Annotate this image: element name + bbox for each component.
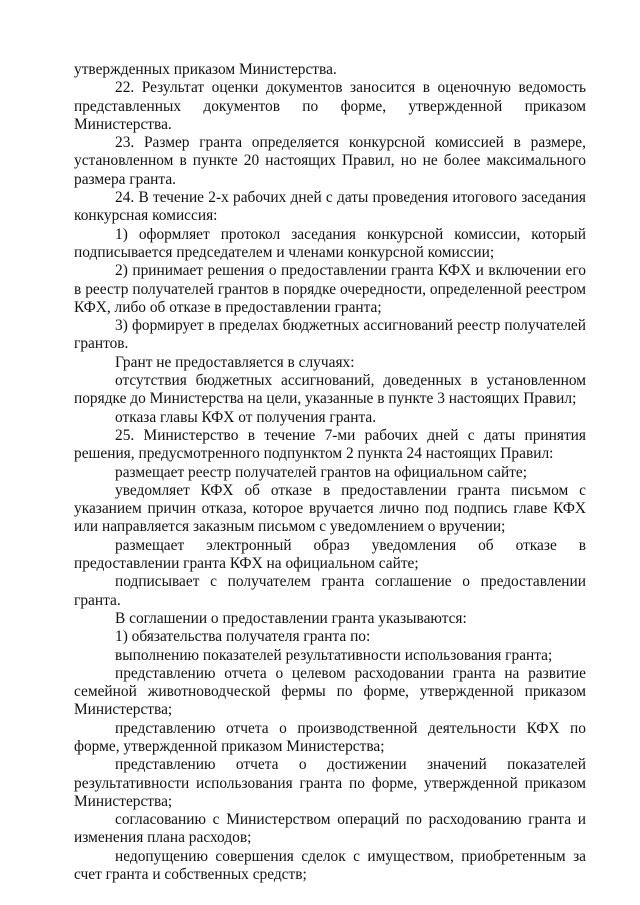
paragraph-obligation-3: представлению отчета о производственной деятельности КФХ по форме, утвержденной приказом Министерства;	[74, 719, 586, 755]
paragraph-obligation-5: согласованию с Министерством операций по расходованию гранта и изменения плана расходов;	[74, 811, 586, 847]
paragraph-obligation-4: представлению отчета о достижении значений показателей результативности использования гранта по форме, утвержденной приказом Министерства;	[74, 756, 586, 810]
paragraph-refusal-case-1: отсутствия бюджетных ассигнований, доведенных в установленном порядке до Министерства на цели, указанные в пункте 3 настоящих Правил;	[74, 372, 586, 408]
paragraph-obligation-1: выполнению показателей результативности использования гранта;	[115, 646, 553, 664]
paragraph-25-action-1: размещает реестр получателей грантов на официальном сайте;	[115, 463, 528, 481]
paragraph-24-item-3: 3) формирует в пределах бюджетных ассигнований реестр получателей грантов.	[74, 317, 586, 353]
paragraph-obligation-6: недопущению совершения сделок с имуществом, приобретенным за счет гранта и собственных средств;	[74, 847, 586, 884]
paragraph-continuation: утвержденных приказом Министерства.	[74, 61, 337, 78]
paragraph-25-action-3: размещает электронный образ уведомления об отказе в предоставлении гранта КФХ на официальном сайте;	[74, 536, 586, 573]
paragraph-22: 22. Результат оценки документов заносится в оценочную ведомость представленных документов по форме, утвержденной приказом Министерства.	[74, 79, 586, 133]
paragraph-25-action-4: подписывает с получателем гранта соглашение о предоставлении гранта.	[74, 573, 586, 609]
paragraph-refusal-case-2: отказа главы КФХ от получения гранта.	[115, 408, 377, 426]
paragraph-obligation-2: представлению отчета о целевом расходовании гранта на развитие семейной животноводческой фермы по форме, утвержденной приказом Министерства;	[74, 664, 586, 719]
paragraph-24-item-1: 1) оформляет протокол заседания конкурсной комиссии, который подписывается председателем и членами конкурсной комиссии;	[74, 225, 586, 261]
paragraph-refusal-heading: Грант не предоставляется в случаях:	[115, 353, 355, 371]
paragraph-24-item-2: 2) принимает решения о предоставлении гранта КФХ и включении его в реестр получателей грантов в порядке очередности, определенной реестром КФХ, либо об отказе в предоставлении гранта;	[74, 262, 586, 316]
paragraph-25-action-2: уведомляет КФХ об отказе в предоставлении гранта письмом с указанием причин отказа, которое вручается лично под подпись главе КФХ или направляется заказным письмом с уведомлением о вручении;	[74, 481, 586, 536]
paragraph-agreement-item-1: 1) обязательства получателя гранта по:	[115, 628, 371, 646]
paragraph-agreement-heading: В соглашении о предоставлении гранта указываются:	[115, 609, 467, 627]
paragraph-24: 24. В течение 2-х рабочих дней с даты проведения итогового заседания конкурсная комиссия:	[74, 189, 586, 225]
paragraph-23: 23. Размер гранта определяется конкурсной комиссией в размере, установленном в пункте 20 настоящих Правил, но не более максимального размера гранта.	[74, 134, 586, 188]
paragraph-25: 25. Министерство в течение 7-ми рабочих дней с даты принятия решения, предусмотренного подпунктом 2 пункта 24 настоящих Правил:	[74, 426, 586, 463]
document-body	[74, 61, 586, 884]
